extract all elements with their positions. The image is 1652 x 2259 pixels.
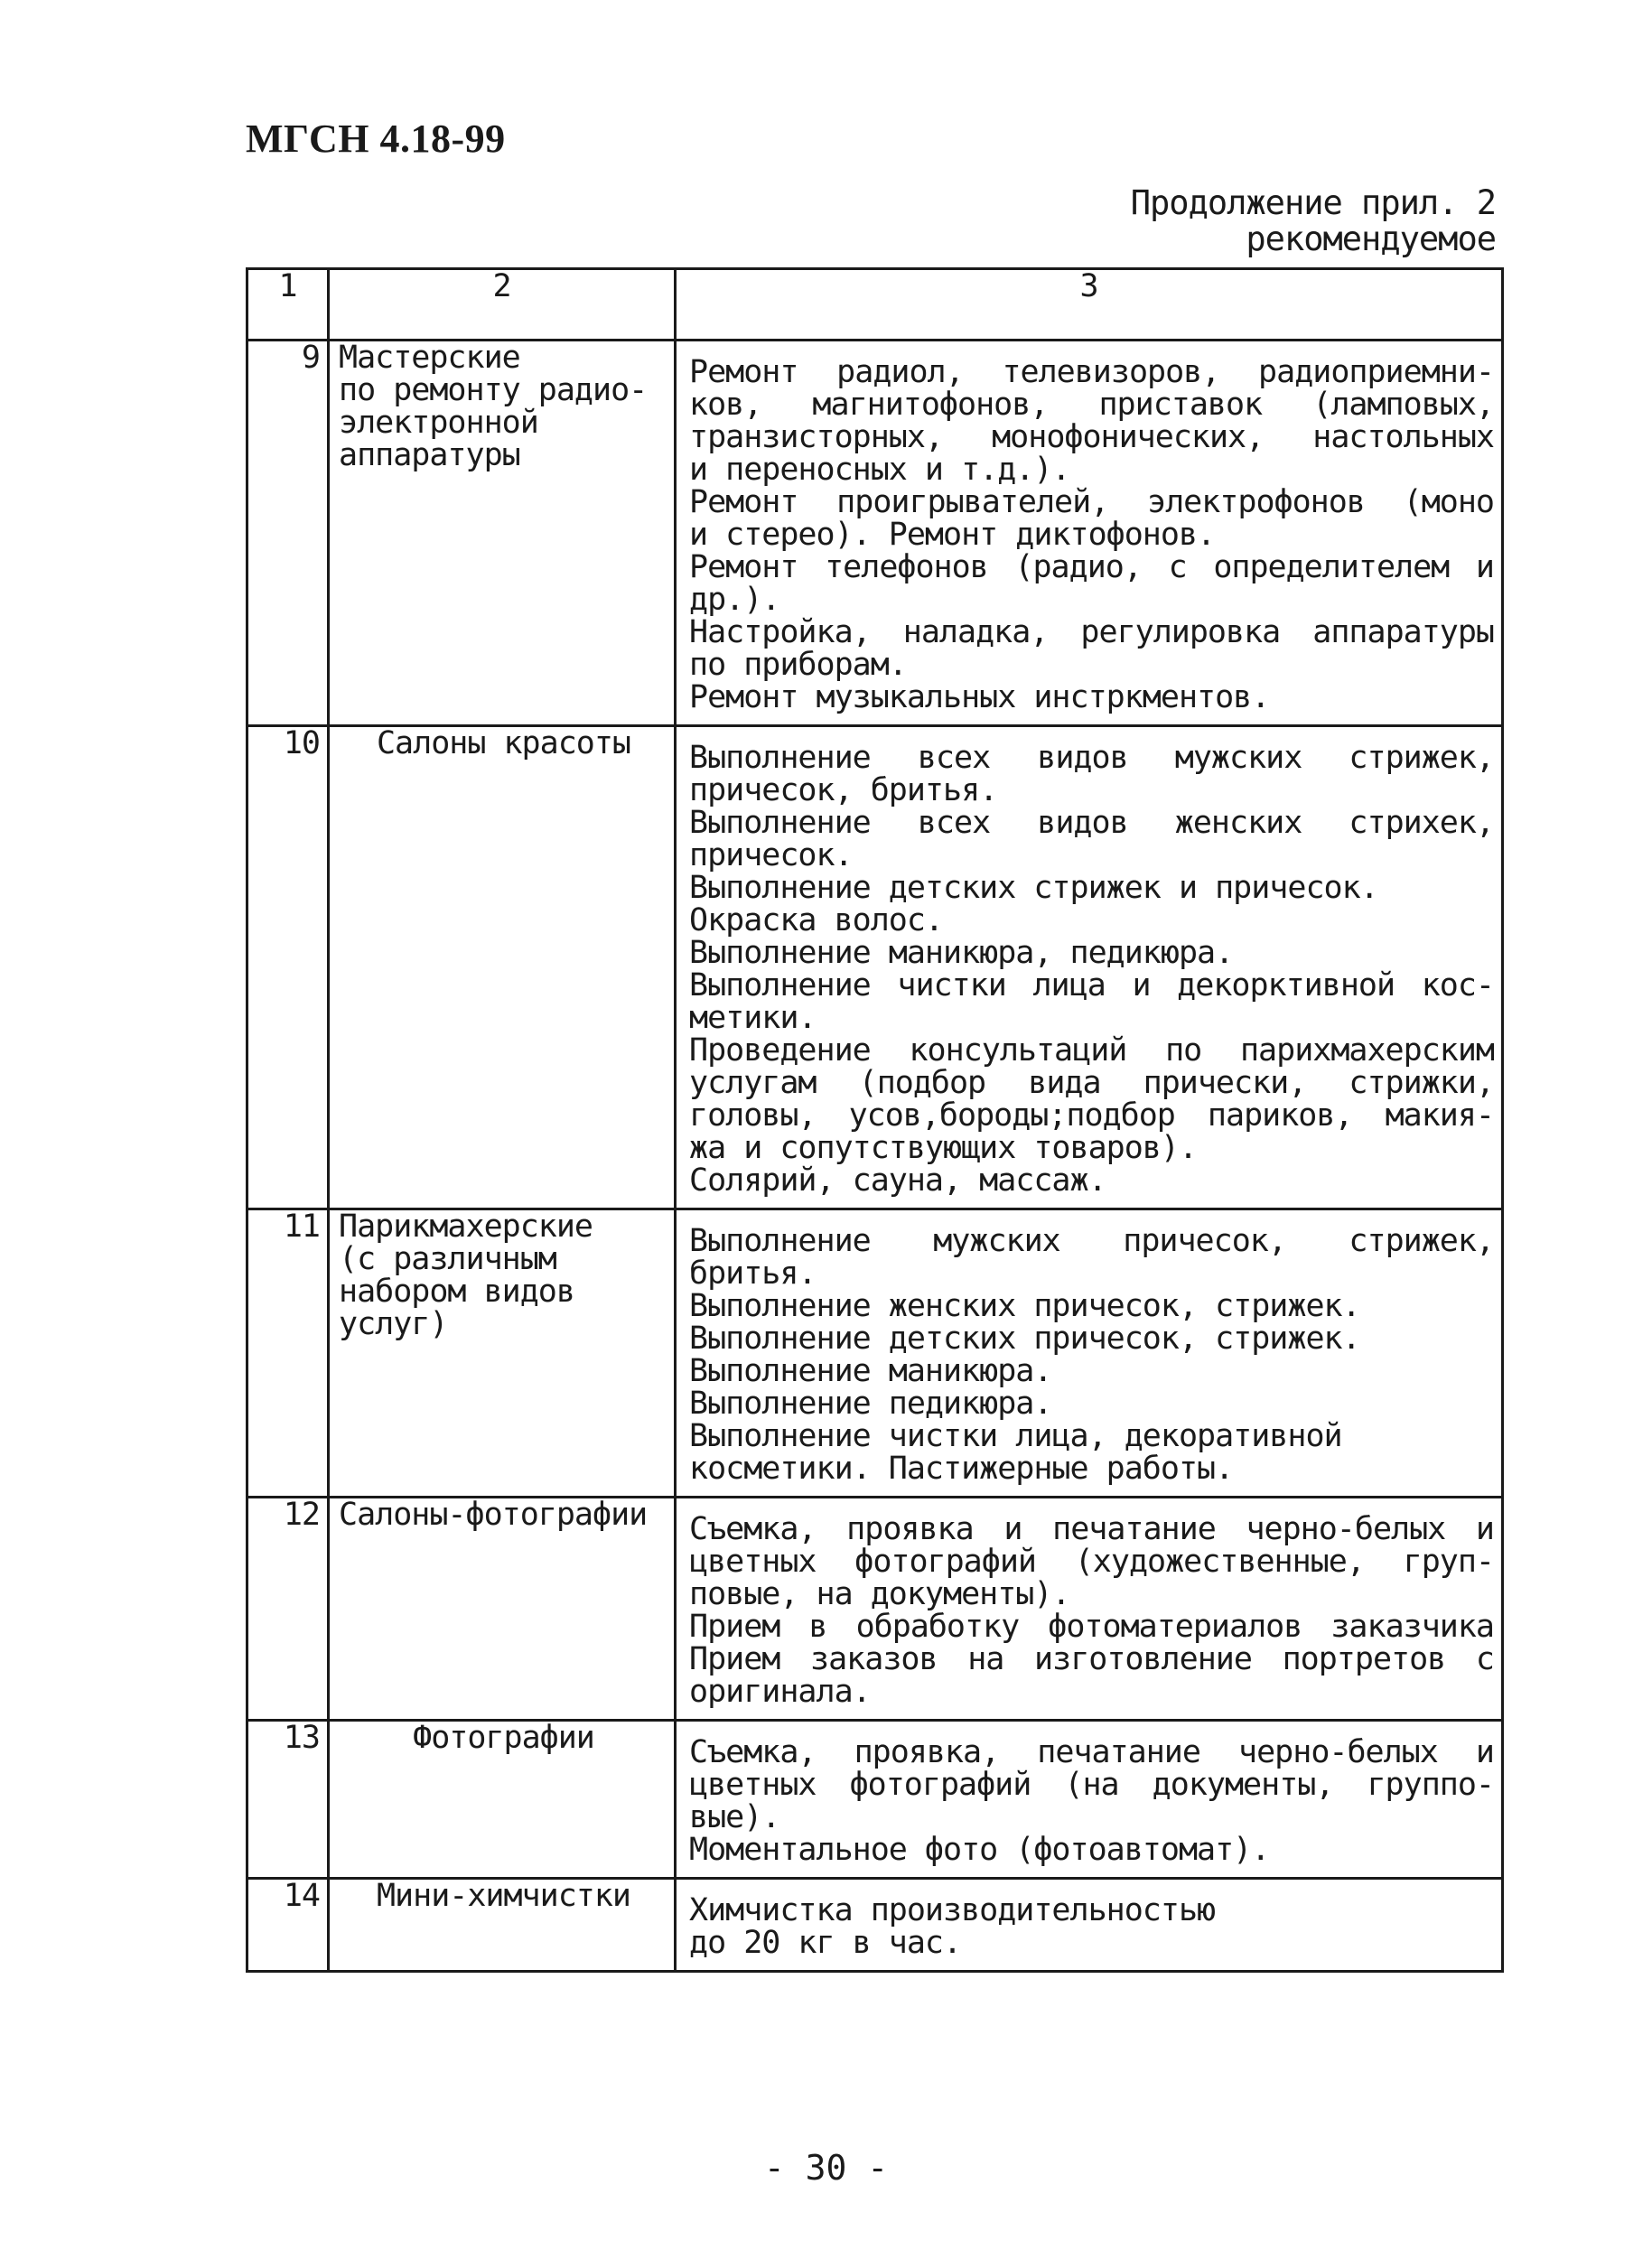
service-line: Выполнение маникюра, педикюра. xyxy=(689,935,1234,971)
service-line: Настройка, наладка, регулировка аппаратуры xyxy=(689,614,1494,650)
service-line: цветных фотографий (на документы, группо- xyxy=(689,1767,1494,1803)
service-line: Выполнение маникюра. xyxy=(689,1353,1052,1389)
establishment-type-line: по ремонту радио- xyxy=(339,372,648,408)
service-line: Съемка, проявка, печатание черно-белых и xyxy=(689,1734,1494,1770)
service-line: метики. xyxy=(689,1000,817,1036)
establishment-type-line: услуг) xyxy=(339,1306,448,1342)
establishment-type-line: электронной xyxy=(339,405,538,441)
establishment-type xyxy=(329,341,676,726)
services-description xyxy=(676,1721,1503,1879)
establishment-type-line: Мини-химчистки xyxy=(376,1878,630,1914)
services-description xyxy=(676,341,1503,726)
services-description xyxy=(676,1879,1503,1972)
table-row xyxy=(247,1721,1503,1879)
column-header-number: 1 xyxy=(247,269,329,341)
service-line: транзисторных, монофонических, настольных xyxy=(689,419,1494,455)
service-line: Выполнение детских причесок, стрижек. xyxy=(689,1321,1360,1357)
establishment-type-line: (с различным xyxy=(339,1241,556,1277)
service-line: и стерео). Ремонт диктофонов. xyxy=(689,517,1216,553)
service-line: Моментальное фото (фотоавтомат). xyxy=(689,1832,1270,1868)
table-row xyxy=(247,1209,1503,1498)
services-description xyxy=(676,1209,1503,1498)
establishment-type xyxy=(329,1209,676,1498)
establishment-type xyxy=(329,1721,676,1879)
service-line: Солярий, сауна, массаж. xyxy=(689,1162,1106,1199)
establishment-type-line: Салоны-фотографии xyxy=(339,1497,648,1533)
establishment-type-line: набором видов xyxy=(339,1274,574,1310)
establishment-type-line: Мастерские xyxy=(339,340,520,376)
service-line: Прием заказов на изготовление портретов с xyxy=(689,1641,1494,1677)
row-number: 10 xyxy=(247,726,329,1209)
service-line: бритья. xyxy=(689,1256,817,1292)
service-line: Ремонт проигрывателей, электрофонов (моно xyxy=(689,484,1494,520)
service-line: Проведение консультаций по парихмахерским xyxy=(689,1032,1494,1069)
appendix-continuation-note xyxy=(1131,185,1496,257)
service-line: Окраска волос. xyxy=(689,902,944,938)
service-line: Ремонт радиол, телевизоров, радиоприемни- xyxy=(689,354,1494,390)
establishment-type-line: Парикмахерские xyxy=(339,1209,593,1245)
service-line: причесок, бритья. xyxy=(689,772,998,808)
service-line: причесок. xyxy=(689,837,853,873)
service-line: Выполнение детских стрижек и причесок. xyxy=(689,870,1378,906)
service-line: Выполнение мужских причесок, стрижек, xyxy=(689,1223,1494,1259)
service-line: Прием в обработку фотоматериалов заказчика xyxy=(689,1609,1494,1645)
service-line: головы, усов,бороды;подбор париков, макия- xyxy=(689,1097,1494,1134)
services-description xyxy=(676,726,1503,1209)
page-number: - 30 - xyxy=(763,2148,889,2188)
table-row xyxy=(247,1879,1503,1972)
table-row xyxy=(247,1498,1503,1721)
row-number: 12 xyxy=(247,1498,329,1721)
service-line: косметики. Пастижерные работы. xyxy=(689,1451,1234,1487)
row-number: 14 xyxy=(247,1879,329,1972)
table-header-row xyxy=(247,269,1503,341)
services-table xyxy=(246,267,1504,1973)
service-line: цветных фотографий (художественные, груп- xyxy=(689,1544,1494,1580)
row-number: 11 xyxy=(247,1209,329,1498)
service-line: жа и сопутствующих товаров). xyxy=(689,1130,1198,1166)
service-line: Химчистка производительностью xyxy=(689,1892,1216,1928)
service-line: ков, магнитофонов, приставок (ламповых, xyxy=(689,387,1494,423)
row-number: 13 xyxy=(247,1721,329,1879)
service-line: Выполнение педикюра. xyxy=(689,1386,1052,1422)
service-line: Выполнение всех видов мужских стрижек, xyxy=(689,740,1494,776)
column-header-description: 3 xyxy=(676,269,1503,341)
document-code: МГСН 4.18-99 xyxy=(246,117,506,161)
service-line: по приборам. xyxy=(689,647,907,683)
establishment-type-line: аппаратуры xyxy=(339,437,520,473)
establishment-type-line: Фотографии xyxy=(413,1720,594,1756)
service-line: повые, на документы). xyxy=(689,1576,1070,1612)
service-line: Выполнение чистки лица и декорктивной кос- xyxy=(689,967,1494,1003)
row-number: 9 xyxy=(247,341,329,726)
service-line: до 20 кг в час. xyxy=(689,1925,962,1961)
services-description xyxy=(676,1498,1503,1721)
service-line: Выполнение чистки лица, декоративной xyxy=(689,1418,1342,1454)
service-line: Выполнение всех видов женских стрихек, xyxy=(689,805,1494,841)
continuation-line: Продолжение прил. 2 xyxy=(1130,183,1496,222)
service-line: Ремонт телефонов (радио, с определителем и xyxy=(689,549,1494,585)
establishment-type xyxy=(329,1498,676,1721)
service-line: др.). xyxy=(689,582,780,618)
recommendation-status: рекомендуемое xyxy=(1246,219,1496,258)
table-row xyxy=(247,726,1503,1209)
establishment-type xyxy=(329,726,676,1209)
service-line: оригинала. xyxy=(689,1674,871,1710)
establishment-type xyxy=(329,1879,676,1972)
column-header-name: 2 xyxy=(329,269,676,341)
establishment-type-line: Салоны красоты xyxy=(376,725,630,761)
service-line: Съемка, проявка и печатание черно-белых и xyxy=(689,1511,1494,1547)
table-row xyxy=(247,341,1503,726)
service-line: Ремонт музыкальных инстркментов. xyxy=(689,679,1270,715)
service-line: вые). xyxy=(689,1799,780,1835)
service-line: Выполнение женских причесок, стрижек. xyxy=(689,1288,1360,1324)
service-line: и переносных и т.д.). xyxy=(689,452,1070,488)
service-line: услугам (подбор вида прически, стрижки, xyxy=(689,1065,1494,1101)
